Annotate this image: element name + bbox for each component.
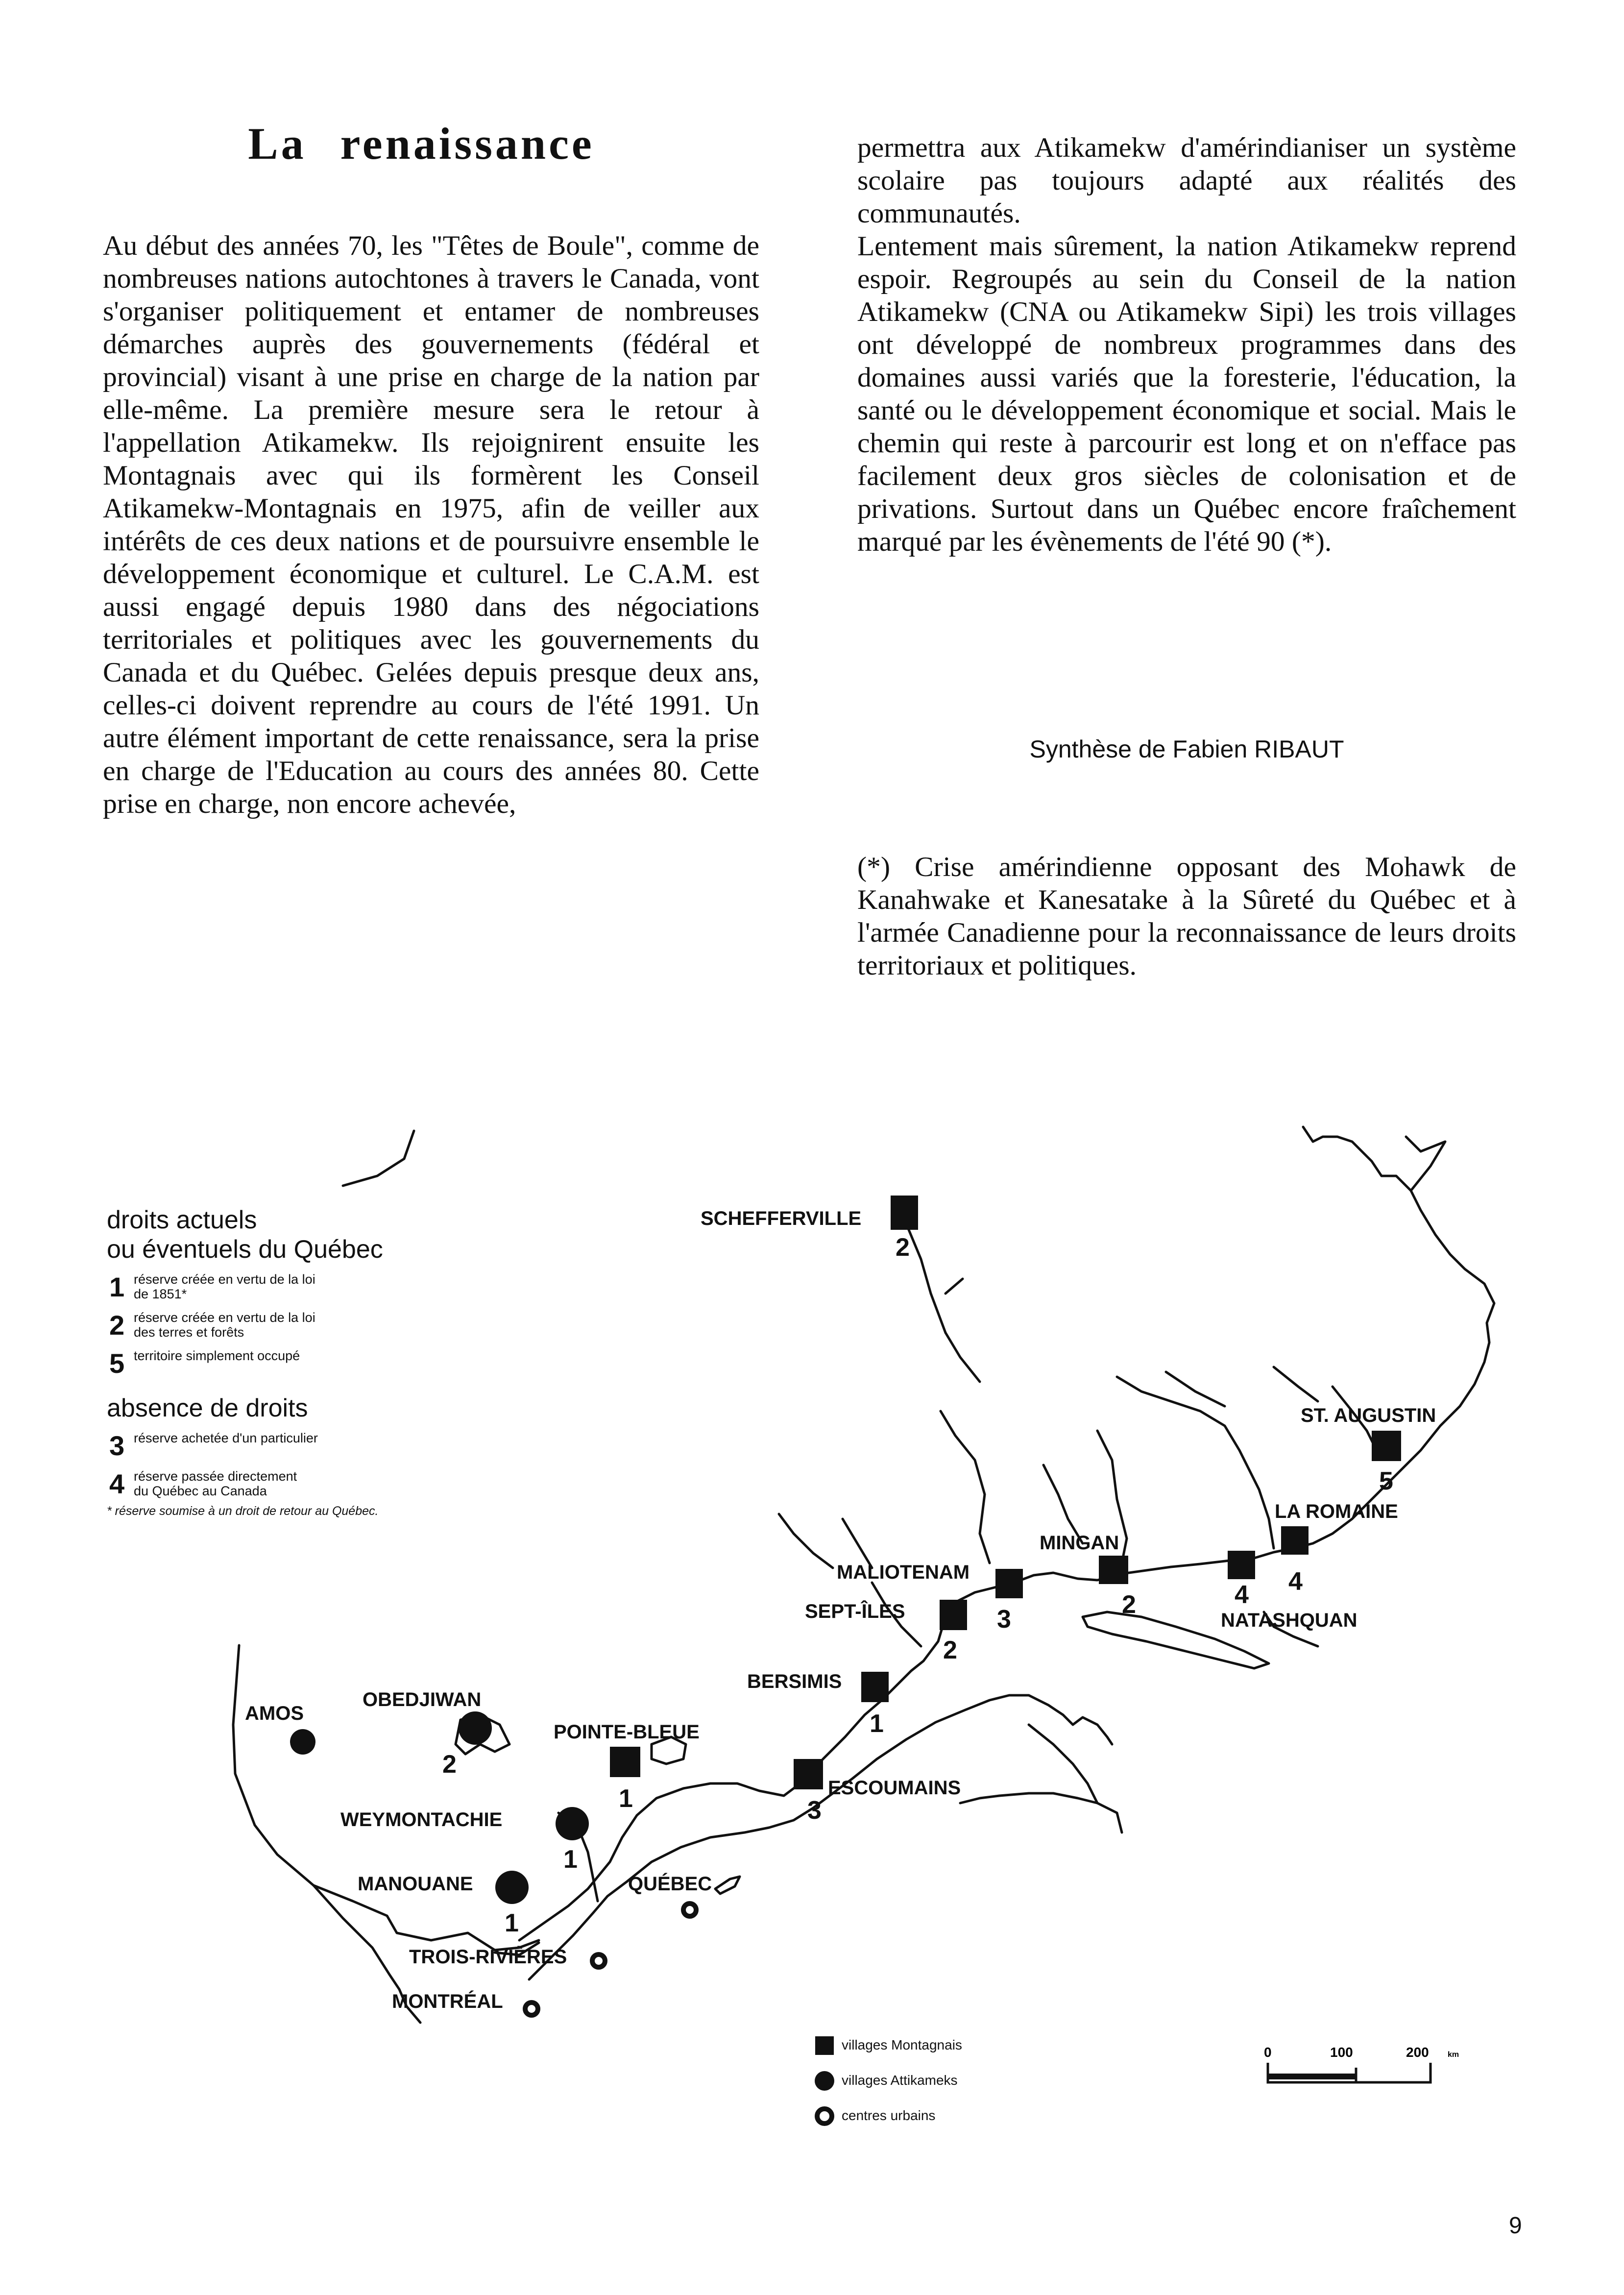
- legend-urbains: centres urbains: [813, 2099, 1058, 2134]
- scale-label-0: 0: [1264, 2045, 1272, 2060]
- marker-manouane: [495, 1871, 529, 1904]
- page-number: 9: [1509, 2213, 1522, 2239]
- article-right-column: [857, 131, 1516, 558]
- footnote-text: (*) Crise amérindienne opposant des Mohawk de Kanahwake et Kanesatake à la Sûreté du Québec et à l'armée Canadienne pour la reconnaissance de leurs droits territoriaux et politiques.: [857, 852, 1516, 981]
- square-symbol-icon: [813, 2034, 836, 2057]
- label-sept-iles: SEPT-ÎLES: [805, 1601, 905, 1622]
- legend-item-3: 3 réserve achetée d'un particulier: [109, 1430, 318, 1461]
- north-shore-coastline: [519, 1127, 1494, 1940]
- symbol-legend: [813, 2028, 1058, 2134]
- marker-la-romaine: [1281, 1526, 1309, 1555]
- legend-item-5: 5 territoire simplement occupé: [109, 1348, 300, 1379]
- label-obedjiwan: OBEDJIWAN: [363, 1689, 482, 1710]
- legend-item-4: 4 réserve passée directement du Québec au Canada: [109, 1468, 297, 1499]
- num-la-romaine: 4: [1288, 1567, 1303, 1596]
- marker-trois-rivieres: [592, 1954, 605, 1967]
- marker-amos: [290, 1729, 315, 1755]
- num-st-augustin: 5: [1379, 1467, 1393, 1495]
- num-pointe-bleue: 1: [619, 1784, 633, 1813]
- num-manouane: 1: [505, 1909, 519, 1937]
- label-montreal: MONTRÉAL: [392, 1991, 503, 2012]
- marker-schefferville: [891, 1196, 918, 1230]
- marker-natashquan: [1228, 1551, 1255, 1579]
- legend-absence-heading: absence de droits: [107, 1394, 308, 1422]
- marker-st-augustin: [1372, 1431, 1401, 1461]
- article-left-column: [103, 229, 759, 820]
- label-la-romaine: LA ROMAINE: [1275, 1501, 1398, 1522]
- map-arrow: [343, 1131, 414, 1186]
- scale-bar: [1264, 2043, 1489, 2087]
- label-bersimis: BERSIMIS: [747, 1671, 842, 1692]
- legend-heading-1: droits actuels: [107, 1206, 257, 1234]
- legend-montagnais: villages Montagnais: [813, 2028, 1058, 2064]
- legend-item-1: 1 réserve créée en vertu de la loi de 1851*: [109, 1271, 315, 1302]
- author-signature: Synthèse de Fabien RIBAUT: [1029, 735, 1344, 763]
- label-quebec: QUÉBEC: [628, 1873, 712, 1895]
- num-obedjiwan: 2: [442, 1750, 457, 1779]
- label-trois-rivieres: TROIS-RIVIÈRES: [409, 1946, 567, 1968]
- marker-montreal: [525, 2002, 538, 2015]
- num-schefferville: 2: [896, 1233, 910, 1262]
- page-title: La renaissance: [248, 119, 595, 169]
- label-natashquan: NATASHQUAN: [1221, 1610, 1357, 1631]
- scale-label-100: 100: [1330, 2045, 1353, 2060]
- urban-circle-icon: [813, 2105, 836, 2127]
- orleans-island: [715, 1877, 740, 1894]
- filled-circle-icon: [813, 2070, 836, 2092]
- label-manouane: MANOUANE: [358, 1873, 473, 1895]
- scale-unit: km: [1448, 2051, 1459, 2059]
- label-mingan: MINGAN: [1040, 1532, 1119, 1554]
- label-st-augustin: ST. AUGUSTIN: [1301, 1405, 1436, 1426]
- num-weymontachie: 1: [563, 1845, 578, 1874]
- label-maliotenam: MALIOTENAM: [837, 1562, 970, 1583]
- scale-label-200: 200: [1406, 2045, 1429, 2060]
- num-sept-iles: 2: [943, 1636, 957, 1664]
- label-schefferville: SCHEFFERVILLE: [701, 1208, 862, 1229]
- marker-mingan: [1099, 1556, 1128, 1584]
- num-maliotenam: 3: [997, 1605, 1011, 1634]
- marker-pointe-bleue: [610, 1747, 640, 1777]
- marker-escoumains: [794, 1759, 823, 1789]
- label-pointe-bleue: POINTE-BLEUE: [554, 1721, 700, 1743]
- label-weymontachie: WEYMONTACHIE: [340, 1809, 503, 1831]
- num-mingan: 2: [1122, 1590, 1136, 1619]
- footnote: [857, 851, 1516, 982]
- paragraph-continued: permettra aux Atikamekw d'amérindianiser un système scolaire pas toujours adapté aux réalités des communautés.: [857, 132, 1516, 229]
- marker-weymontachie: [556, 1807, 589, 1840]
- label-amos: AMOS: [245, 1703, 304, 1724]
- legend-heading-2: ou éventuels du Québec: [107, 1235, 383, 1264]
- marker-obedjiwan: [459, 1711, 492, 1745]
- rights-legend: [107, 1205, 450, 1518]
- legend-atikameks: villages Attikameks: [813, 2064, 1058, 2099]
- marker-quebec: [683, 1904, 696, 1916]
- num-escoumains: 3: [807, 1796, 822, 1825]
- legend-item-2: 2 réserve créée en vertu de la loi des terres et forêts: [109, 1310, 315, 1341]
- labrador-coast: [1406, 1137, 1445, 1191]
- num-bersimis: 1: [870, 1709, 884, 1738]
- num-natashquan: 4: [1235, 1581, 1249, 1609]
- paragraph-hope: Lentement mais sûrement, la nation Atikamekw reprend espoir. Regroupés au sein du Conseil de la nation Atikamekw (CNA ou Atikamekw Sipi) les trois villages ont développé de nombreux programmes dans des domaines aussi variés que la foresterie, l'éducation, la santé ou le développement économique et social. Mais le chemin qui reste à parcourir est long et on n'efface pas facilement deux gros siècles de colonisation et de privations. Surtout dans un Québec encore fraîchement marqué par les évènements de l'été 90 (*).: [857, 231, 1516, 557]
- marker-maliotenam: [995, 1569, 1023, 1598]
- label-escoumains: ESCOUMAINS: [828, 1777, 961, 1799]
- marker-sept-iles: [940, 1600, 967, 1630]
- marker-bersimis: [861, 1672, 889, 1702]
- legend-note: * réserve soumise à un droit de retour au Québec.: [107, 1504, 379, 1518]
- paragraph-intro: Au début des années 70, les "Têtes de Boule", comme de nombreuses nations autochtones à travers le Canada, vont s'organiser politiquement et entamer de nombreuses démarches auprès des gouvernements (fédéral et provincial) visant à une prise en charge de la nation par elle-même. La première mesure sera le retour à l'appellation Atikamekw. Ils rejoignirent ensuite les Montagnais avec qui ils formèrent les Conseil Atikamekw-Montagnais en 1975, afin de veiller aux intérêts de ces deux nations et de poursuivre ensemble le développement économique et culturel. Le C.A.M. est aussi engagé depuis 1980 dans des négociations territoriales et politiques avec les gouvernements du Canada et du Québec. Gelées depuis presque deux ans, celles-ci doivent reprendre au cours de l'été 1991. Un autre élément important de cette renaissance, sera la prise en charge de l'Education au cours des années 80. Cette prise en charge, non encore achevée,: [103, 230, 759, 819]
- gaspe-coast: [999, 1793, 1122, 1832]
